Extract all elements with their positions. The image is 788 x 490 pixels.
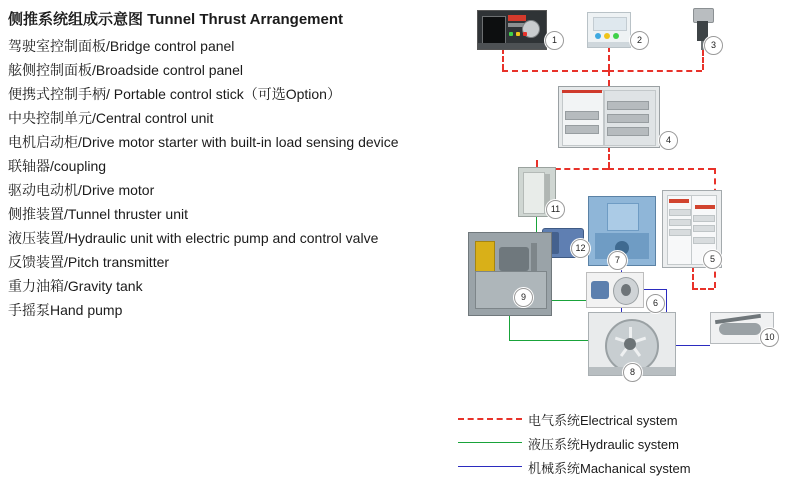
- starter-component: [669, 209, 691, 216]
- panel-button: [595, 33, 601, 39]
- pipe-hydraulic: [509, 314, 510, 340]
- device-central-control-unit[interactable]: [558, 86, 660, 148]
- cabinet-red-marker: [562, 90, 602, 93]
- wire-electrical: [608, 70, 702, 72]
- list-item: 驾驶室控制面板/Bridge control panel: [8, 38, 235, 54]
- panel-display: [593, 17, 627, 31]
- legend-label-hydraulic: 液压系统Hydraulic system: [528, 437, 679, 452]
- callout-9[interactable]: 9: [514, 288, 533, 307]
- cabinet-rail: [565, 125, 599, 134]
- callout-8[interactable]: 8: [623, 363, 642, 382]
- shaft-mechanical: [642, 289, 666, 290]
- device-coupling[interactable]: [586, 272, 644, 308]
- list-item: 电机启动柜/Drive motor starter with built-in load sensing device: [8, 134, 399, 150]
- callout-10[interactable]: 10: [760, 328, 779, 347]
- legend-swatch-mechanical: [458, 466, 522, 467]
- wire-electrical: [608, 168, 714, 170]
- panel-button: [613, 33, 619, 39]
- hydraulic-valve-block: [475, 241, 495, 273]
- legend-label-electrical: 电气系统Electrical system: [528, 413, 678, 428]
- wire-electrical: [502, 48, 504, 70]
- list-item: 联轴器/coupling: [8, 158, 107, 174]
- callout-12[interactable]: 12: [571, 239, 590, 258]
- starter-marker: [669, 199, 689, 203]
- cabinet-rail: [607, 101, 649, 110]
- callout-7[interactable]: 7: [608, 251, 627, 270]
- cabinet-rail: [607, 127, 649, 136]
- legend-label-mechanical: 机械系统Machanical system: [528, 461, 691, 476]
- list-item: 液压装置/Hydraulic unit with electric pump and control valve: [8, 230, 379, 246]
- led-indicator: [523, 32, 527, 36]
- component-list: [8, 34, 460, 322]
- cabinet-rail: [607, 114, 649, 123]
- callout-6[interactable]: 6: [646, 294, 665, 313]
- coupling-bore: [621, 284, 631, 296]
- list-item: 手摇泵Hand pump: [8, 302, 123, 318]
- coupling-motor-end: [591, 281, 609, 299]
- device-broadside-control-panel[interactable]: [587, 12, 631, 48]
- propeller-hub: [624, 338, 636, 350]
- wire-electrical: [692, 266, 694, 288]
- list-item: 驱动电动机/Drive motor: [8, 182, 155, 198]
- list-item: 舷侧控制面板/Broadside control panel: [8, 62, 243, 78]
- hydraulic-pipe: [531, 243, 537, 273]
- starter-component: [693, 215, 715, 222]
- wire-electrical: [608, 146, 610, 168]
- callout-11[interactable]: 11: [546, 200, 565, 219]
- callout-2[interactable]: 2: [630, 31, 649, 50]
- list-item: 反馈装置/Pitch transmitter: [8, 254, 170, 270]
- page-title: 侧推系统组成示意图 Tunnel Thrust Arrangement: [8, 11, 344, 28]
- starter-component: [669, 229, 691, 236]
- callout-4[interactable]: 4: [659, 131, 678, 150]
- wire-electrical: [608, 70, 610, 86]
- wire-electrical: [692, 288, 714, 290]
- callout-3[interactable]: 3: [704, 36, 723, 55]
- starter-component: [669, 219, 691, 226]
- device-bridge-control-panel[interactable]: [477, 10, 547, 50]
- list-item: 中央控制单元/Central control unit: [8, 110, 214, 126]
- thruster-cone: [607, 203, 639, 231]
- hydraulic-pump-motor: [499, 247, 529, 271]
- wire-electrical: [702, 50, 704, 70]
- panel-base: [588, 42, 630, 47]
- pipe-hydraulic: [550, 300, 586, 301]
- panel-base: [478, 43, 546, 49]
- panel-strip: [508, 15, 526, 21]
- cabinet-rail: [565, 111, 599, 120]
- legend-swatch-hydraulic: [458, 442, 522, 443]
- list-item: 重力油箱/Gravity tank: [8, 278, 143, 294]
- starter-marker: [695, 205, 715, 209]
- arrangement-diagram: [440, 0, 788, 490]
- pipe-hydraulic: [509, 340, 588, 341]
- list-item: 侧推装置/Tunnel thruster unit: [8, 206, 188, 222]
- callout-5[interactable]: 5: [703, 250, 722, 269]
- legend-swatch-electrical: [458, 418, 522, 420]
- device-hydraulic-unit[interactable]: [468, 232, 552, 316]
- wire-electrical: [502, 70, 608, 72]
- wire-electrical: [608, 46, 610, 70]
- starter-component: [693, 225, 715, 232]
- led-indicator: [516, 32, 520, 36]
- callout-1[interactable]: 1: [545, 31, 564, 50]
- panel-screen: [482, 16, 506, 44]
- hydraulic-tank: [475, 271, 547, 309]
- list-item: 便携式控制手柄/ Portable control stick（可选Option）: [8, 86, 341, 102]
- transmitter-cylinder: [719, 323, 761, 335]
- panel-button: [604, 33, 610, 39]
- tank-door: [523, 172, 545, 214]
- starter-component: [693, 237, 715, 244]
- led-indicator: [509, 32, 513, 36]
